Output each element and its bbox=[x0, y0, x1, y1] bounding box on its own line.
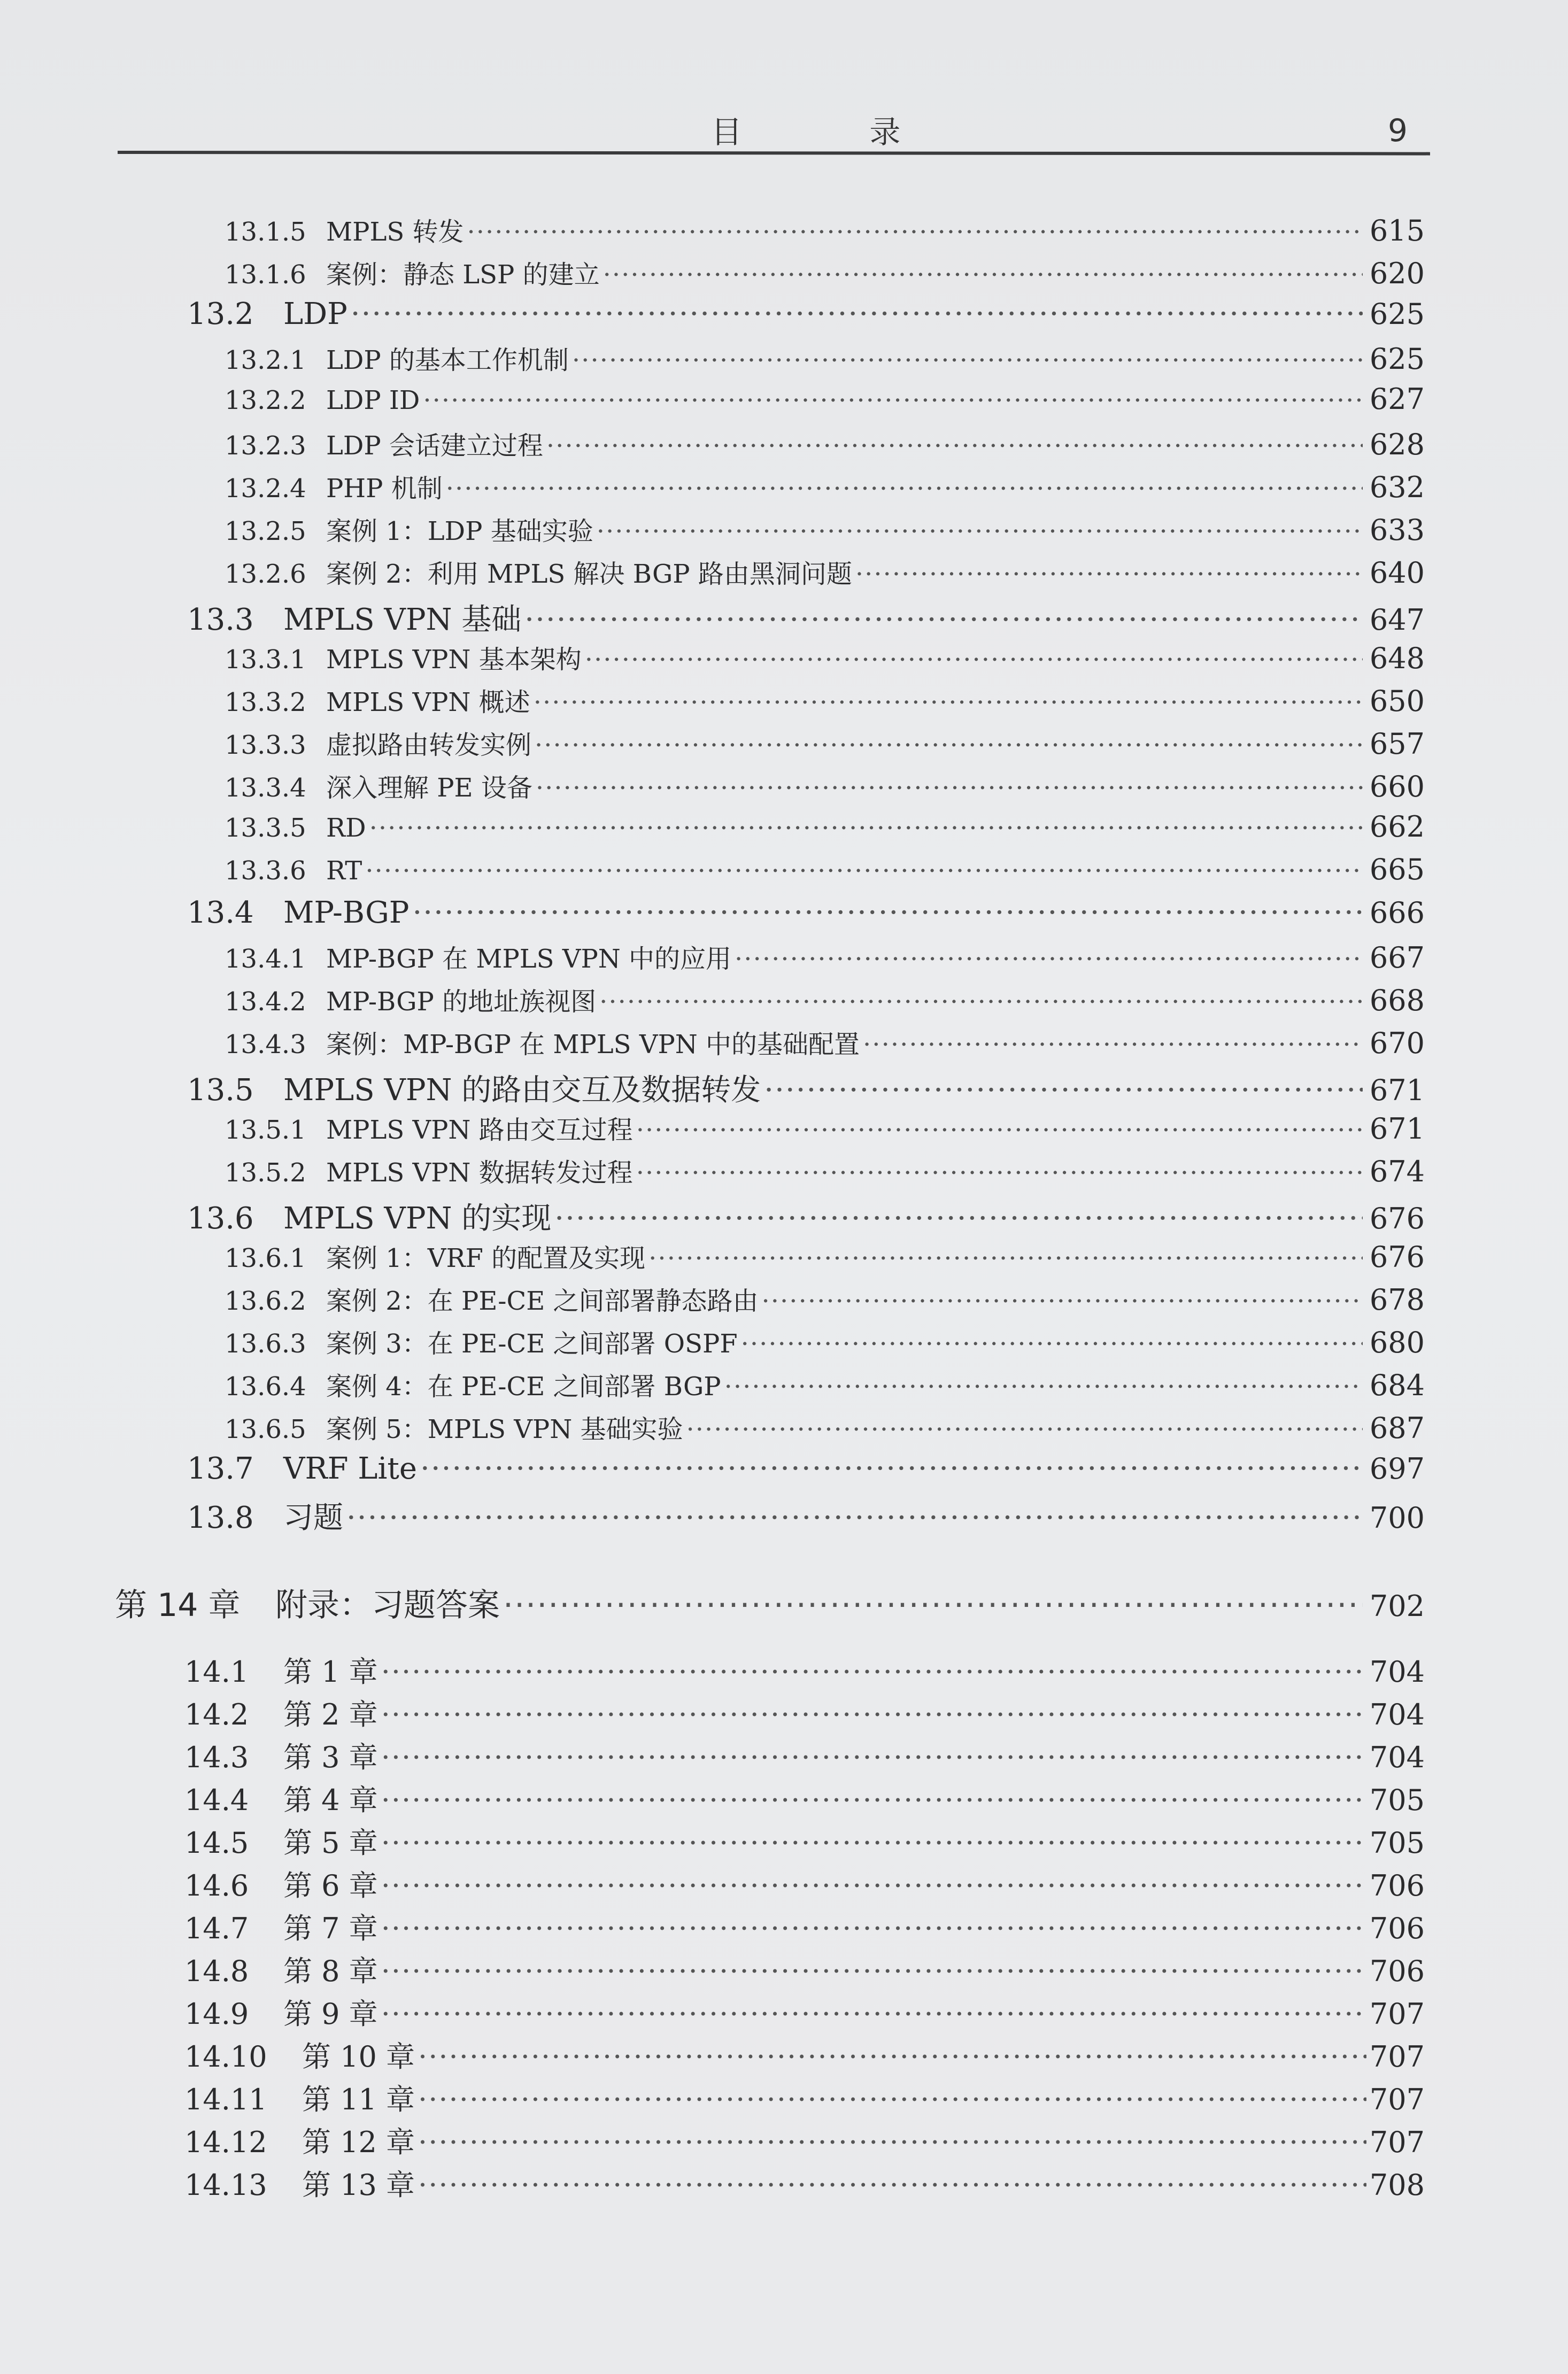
toc-entry bbox=[225, 810, 1425, 844]
toc-entry bbox=[187, 895, 1425, 930]
toc-entry-number: 13.7 bbox=[187, 1451, 254, 1486]
toc-entry-page: 615 bbox=[1369, 214, 1425, 248]
toc-entry bbox=[225, 639, 1425, 676]
toc-entry bbox=[184, 1735, 1425, 1776]
toc-entry bbox=[225, 767, 1425, 804]
toc-entry-title: 习题 bbox=[283, 1501, 343, 1535]
toc-entry-number: 13.8 bbox=[187, 1501, 254, 1535]
dot-leader bbox=[351, 297, 1363, 331]
toc-entry-title: MPLS VPN 路由交互过程 bbox=[326, 1115, 633, 1145]
toc-entry-page: 705 bbox=[1369, 1826, 1425, 1860]
toc-entry-title: 第 5 章 bbox=[283, 1826, 378, 1860]
toc-entry-title: 案例 1：VRF 的配置及实现 bbox=[326, 1243, 646, 1273]
toc-entry-title: MPLS VPN 基本架构 bbox=[326, 645, 582, 675]
dot-leader bbox=[554, 1201, 1363, 1236]
toc-entry bbox=[115, 1580, 1425, 1626]
toc-entry-title: MPLS 转发 bbox=[326, 217, 464, 247]
toc-entry-number: 13.2.2 bbox=[225, 385, 306, 415]
toc-entry-title: MPLS VPN 数据转发过程 bbox=[326, 1158, 633, 1188]
dot-leader bbox=[381, 1912, 1366, 1945]
toc-entry-title: LDP ID bbox=[326, 385, 420, 415]
toc-entry bbox=[187, 1494, 1425, 1537]
toc-entry-title: 第 10 章 bbox=[302, 2040, 415, 2074]
toc-entry-page: 706 bbox=[1369, 1954, 1425, 1988]
toc-entry-title: 第 1 章 bbox=[283, 1655, 378, 1689]
toc-entry-number: 14.12 bbox=[184, 2125, 267, 2159]
toc-entry bbox=[225, 1280, 1425, 1317]
toc-entry-page: 707 bbox=[1369, 1997, 1425, 2031]
toc-entry-page: 704 bbox=[1369, 1698, 1425, 1731]
toc-entry bbox=[225, 254, 1425, 291]
toc-entry bbox=[225, 682, 1425, 718]
toc-entry-page: 704 bbox=[1369, 1655, 1425, 1689]
toc-entry-number: 13.4.3 bbox=[225, 1030, 306, 1060]
toc-entry-number: 14.8 bbox=[184, 1954, 249, 1988]
toc-entry-number: 14.7 bbox=[184, 1912, 249, 1945]
toc-entry-page: 671 bbox=[1369, 1112, 1425, 1146]
dot-leader bbox=[724, 1372, 1363, 1402]
dot-leader bbox=[381, 1783, 1366, 1817]
toc-entry-number: 14.11 bbox=[184, 2083, 267, 2116]
toc-entry-page: 640 bbox=[1369, 556, 1425, 590]
dot-leader bbox=[412, 895, 1363, 930]
toc-entry bbox=[187, 596, 1425, 639]
toc-entry bbox=[225, 1323, 1425, 1360]
running-header-page-number: 9 bbox=[1388, 112, 1408, 149]
toc-entry-page: 633 bbox=[1369, 513, 1425, 547]
toc-entry bbox=[184, 1777, 1425, 1819]
dot-leader bbox=[418, 2168, 1366, 2202]
toc-entry bbox=[225, 211, 1425, 248]
toc-entry bbox=[225, 382, 1425, 416]
toc-entry-page: 707 bbox=[1369, 2125, 1425, 2159]
toc-entry-page: 665 bbox=[1369, 853, 1425, 886]
toc-entry-number: 14.6 bbox=[184, 1869, 249, 1903]
toc-entry-number: 14.1 bbox=[184, 1655, 249, 1689]
toc-entry-number: 13.6 bbox=[187, 1201, 254, 1236]
toc-entry-page: 708 bbox=[1369, 2168, 1425, 2202]
dot-leader bbox=[603, 260, 1363, 290]
toc-entry bbox=[184, 1906, 1425, 1947]
toc-entry-number: 13.3.5 bbox=[225, 813, 306, 843]
dot-leader bbox=[381, 1698, 1366, 1731]
toc-entry-page: 697 bbox=[1369, 1452, 1425, 1486]
toc-entry-number: 13.6.5 bbox=[225, 1414, 306, 1444]
toc-entry-number: 13.2.3 bbox=[225, 431, 306, 461]
toc-entry bbox=[225, 853, 1425, 886]
toc-entry-page: 620 bbox=[1369, 257, 1425, 290]
toc-entry-number: 13.3.2 bbox=[225, 687, 306, 717]
toc-entry-number: 13.5.1 bbox=[225, 1115, 306, 1145]
toc-entry-title: 第 8 章 bbox=[283, 1954, 378, 1988]
toc-entry-page: 668 bbox=[1369, 984, 1425, 1017]
toc-entry-title: 第 12 章 bbox=[302, 2125, 415, 2159]
toc-entry-title: MP-BGP 在 MPLS VPN 中的应用 bbox=[326, 944, 732, 974]
dot-leader bbox=[735, 944, 1363, 974]
dot-leader bbox=[381, 1997, 1366, 2031]
toc-entry-page: 662 bbox=[1369, 810, 1425, 844]
toc-entry-title: 案例 2：利用 MPLS 解决 BGP 路由黑洞问题 bbox=[326, 559, 852, 589]
dot-leader bbox=[418, 2083, 1366, 2116]
toc-entry-page: 670 bbox=[1369, 1026, 1425, 1060]
toc-entry-page: 667 bbox=[1369, 941, 1425, 975]
toc-entry bbox=[187, 297, 1425, 331]
toc-entry bbox=[184, 1692, 1425, 1733]
dot-leader bbox=[741, 1329, 1363, 1359]
dot-leader bbox=[381, 1655, 1366, 1689]
toc-entry-number: 13.1.5 bbox=[225, 217, 306, 247]
toc-entry bbox=[187, 1195, 1425, 1238]
dot-leader bbox=[381, 1954, 1366, 1988]
toc-entry-number: 13.3.3 bbox=[225, 730, 306, 760]
toc-entry-page: 687 bbox=[1369, 1411, 1425, 1445]
toc-entry-page: 648 bbox=[1369, 641, 1425, 675]
dot-leader bbox=[381, 1869, 1366, 1903]
toc-entry-title: MPLS VPN 基础 bbox=[283, 602, 522, 637]
toc-entry bbox=[184, 2034, 1425, 2075]
toc-entry-number: 13.2.6 bbox=[225, 559, 306, 589]
toc-entry-title: 案例：静态 LSP 的建立 bbox=[326, 260, 600, 290]
toc-entry-title: RD bbox=[326, 813, 366, 843]
toc-entry bbox=[225, 339, 1425, 376]
dot-leader bbox=[365, 856, 1363, 886]
toc-entry bbox=[225, 511, 1425, 547]
toc-entry-title: 案例 2：在 PE-CE 之间部署静态路由 bbox=[326, 1286, 759, 1316]
toc-entry-title: LDP bbox=[283, 297, 347, 331]
toc-entry-number: 13.5 bbox=[187, 1073, 254, 1108]
toc-entry-title: MPLS VPN 的路由交互及数据转发 bbox=[283, 1073, 761, 1108]
toc-entry-title: 虚拟路由转发实例 bbox=[326, 730, 532, 760]
header-rule bbox=[118, 151, 1430, 156]
toc-entry-title: MP-BGP bbox=[283, 895, 410, 930]
dot-leader bbox=[418, 2040, 1366, 2074]
toc-entry bbox=[187, 1451, 1425, 1486]
dot-leader bbox=[572, 345, 1363, 375]
toc-entry-title: 案例 5：MPLS VPN 基础实验 bbox=[326, 1414, 683, 1444]
toc-entry-page: 676 bbox=[1369, 1202, 1425, 1235]
toc-entry-number: 13.3.6 bbox=[225, 856, 306, 886]
toc-entry-title: 第 4 章 bbox=[283, 1783, 378, 1817]
dot-leader bbox=[535, 730, 1363, 760]
dot-leader bbox=[855, 559, 1363, 589]
dot-leader bbox=[599, 987, 1363, 1017]
toc-entry-number: 13.4.1 bbox=[225, 944, 306, 974]
toc-entry-page: 657 bbox=[1369, 727, 1425, 761]
toc-entry-page: 660 bbox=[1369, 770, 1425, 803]
running-header-title: 目 录 bbox=[711, 114, 960, 150]
toc-entry-page: 666 bbox=[1369, 896, 1425, 930]
toc-entry bbox=[184, 2077, 1425, 2118]
toc-entry-number: 13.3 bbox=[187, 602, 254, 637]
toc-entry bbox=[225, 1024, 1425, 1061]
dot-leader bbox=[418, 2125, 1366, 2159]
toc-entry-page: 632 bbox=[1369, 470, 1425, 504]
toc-entry-title: 第 6 章 bbox=[283, 1869, 378, 1903]
dot-leader bbox=[369, 813, 1363, 843]
dot-leader bbox=[524, 602, 1363, 637]
toc-entry-number: 13.3.1 bbox=[225, 645, 306, 675]
toc-entry-number: 14.9 bbox=[184, 1997, 249, 2031]
toc-entry-number: 13.4.2 bbox=[225, 987, 306, 1017]
toc-entry-title: LDP 会话建立过程 bbox=[326, 431, 543, 461]
toc-entry-page: 627 bbox=[1369, 382, 1425, 416]
toc-entry bbox=[225, 1109, 1425, 1146]
toc-entry-number: 13.6.1 bbox=[225, 1243, 306, 1273]
toc-entry-number: 14.5 bbox=[184, 1826, 249, 1860]
toc-entry-title: 第 2 章 bbox=[283, 1698, 378, 1731]
toc-entry bbox=[225, 1152, 1425, 1189]
dot-leader bbox=[585, 645, 1363, 675]
toc-entry-page: 707 bbox=[1369, 2040, 1425, 2074]
toc-entry-number: 13.2 bbox=[187, 297, 254, 331]
toc-entry-page: 647 bbox=[1369, 603, 1425, 637]
toc-entry-page: 674 bbox=[1369, 1155, 1425, 1188]
dot-leader bbox=[346, 1501, 1363, 1535]
dot-leader bbox=[762, 1286, 1363, 1316]
toc-entry-number: 14.2 bbox=[184, 1698, 249, 1731]
toc-entry-number: 13.2.1 bbox=[225, 345, 306, 375]
toc-entry-page: 702 bbox=[1369, 1589, 1425, 1623]
toc-entry bbox=[184, 1820, 1425, 1861]
toc-entry-title: LDP 的基本工作机制 bbox=[326, 345, 569, 375]
toc-entry-page: 625 bbox=[1369, 342, 1425, 376]
toc-entry bbox=[225, 1238, 1425, 1274]
toc-entry-number: 13.5.2 bbox=[225, 1158, 306, 1188]
toc-entry-title: 深入理解 PE 设备 bbox=[326, 773, 532, 803]
dot-leader bbox=[467, 217, 1363, 247]
toc-entry-title: 案例 4：在 PE-CE 之间部署 BGP bbox=[326, 1372, 721, 1402]
toc-entry bbox=[184, 2120, 1425, 2161]
toc-entry-number: 14.3 bbox=[184, 1741, 249, 1774]
toc-entry-title: 案例 1：LDP 基础实验 bbox=[326, 516, 593, 546]
dot-leader bbox=[534, 687, 1363, 717]
toc-entry-number: 13.3.4 bbox=[225, 773, 306, 803]
dot-leader bbox=[686, 1414, 1363, 1444]
toc-entry-title: 案例 3：在 PE-CE 之间部署 OSPF bbox=[326, 1329, 738, 1359]
dot-leader bbox=[420, 1451, 1363, 1486]
dot-leader bbox=[636, 1115, 1363, 1145]
toc-entry bbox=[225, 468, 1425, 505]
toc-entry-title: 第 11 章 bbox=[302, 2083, 415, 2116]
toc-entry-page: 671 bbox=[1369, 1073, 1425, 1107]
toc-entry bbox=[225, 938, 1425, 975]
toc-entry bbox=[225, 1409, 1425, 1445]
toc-entry-number: 13.6.3 bbox=[225, 1329, 306, 1359]
toc-entry-title: 附录：习题答案 bbox=[275, 1587, 500, 1624]
dot-leader bbox=[503, 1587, 1363, 1624]
dot-leader bbox=[764, 1073, 1363, 1108]
toc-entry-title: 案例：MP-BGP 在 MPLS VPN 中的基础配置 bbox=[326, 1030, 860, 1060]
toc-entry bbox=[184, 1649, 1425, 1690]
toc-entry-page: 676 bbox=[1369, 1240, 1425, 1274]
dot-leader bbox=[636, 1158, 1363, 1188]
toc-entry bbox=[187, 1066, 1425, 1109]
toc-entry-page: 625 bbox=[1369, 297, 1425, 331]
toc-entry-title: MPLS VPN 概述 bbox=[326, 687, 530, 717]
toc-entry-number: 14.10 bbox=[184, 2040, 267, 2074]
toc-entry bbox=[225, 981, 1425, 1018]
toc-entry bbox=[184, 1948, 1425, 1990]
toc-entry-page: 705 bbox=[1369, 1783, 1425, 1817]
toc-entry bbox=[225, 553, 1425, 590]
toc-entry bbox=[225, 425, 1425, 462]
toc-entry-title: 第 3 章 bbox=[283, 1741, 378, 1774]
toc-entry bbox=[184, 2162, 1425, 2203]
dot-leader bbox=[381, 1741, 1366, 1774]
toc-entry bbox=[184, 1863, 1425, 1904]
toc-entry-number: 13.1.6 bbox=[225, 260, 306, 290]
toc-entry-page: 707 bbox=[1369, 2083, 1425, 2116]
toc-entry-number: 14.13 bbox=[184, 2168, 267, 2202]
dot-leader bbox=[648, 1243, 1363, 1273]
toc-entry-title: VRF Lite bbox=[283, 1451, 418, 1486]
dot-leader bbox=[546, 431, 1363, 461]
toc-entry bbox=[184, 1991, 1425, 2032]
toc-entry-page: 706 bbox=[1369, 1869, 1425, 1903]
toc-entry-page: 628 bbox=[1369, 428, 1425, 461]
toc-entry-page: 650 bbox=[1369, 684, 1425, 718]
toc-entry-page: 678 bbox=[1369, 1283, 1425, 1317]
dot-leader bbox=[863, 1030, 1363, 1060]
toc-entry-page: 706 bbox=[1369, 1912, 1425, 1945]
toc-entry-number: 13.6.4 bbox=[225, 1372, 306, 1402]
toc-entry-number: 13.6.2 bbox=[225, 1286, 306, 1316]
dot-leader bbox=[381, 1826, 1366, 1860]
dot-leader bbox=[423, 385, 1363, 415]
toc-entry-title: 第 13 章 bbox=[302, 2168, 415, 2202]
toc-entry bbox=[225, 724, 1425, 761]
toc-entry-page: 680 bbox=[1369, 1326, 1425, 1359]
toc-entry-number: 第 14 章 bbox=[115, 1587, 241, 1624]
toc-entry-title: PHP 机制 bbox=[326, 474, 443, 504]
toc-entry-page: 684 bbox=[1369, 1368, 1425, 1402]
toc-entry-title: MPLS VPN 的实现 bbox=[283, 1201, 552, 1236]
toc-entry-number: 14.4 bbox=[184, 1783, 249, 1817]
dot-leader bbox=[446, 474, 1363, 504]
toc-entry-page: 700 bbox=[1369, 1501, 1425, 1535]
toc-entry-title: 第 7 章 bbox=[283, 1912, 378, 1945]
dot-leader bbox=[536, 773, 1363, 803]
toc-entry-title: RT bbox=[326, 856, 362, 886]
toc-entry-number: 13.2.5 bbox=[225, 516, 306, 546]
toc-entry-number: 13.2.4 bbox=[225, 474, 306, 504]
dot-leader bbox=[597, 516, 1363, 546]
toc-entry-number: 13.4 bbox=[187, 895, 254, 930]
toc-entry-title: MP-BGP 的地址族视图 bbox=[326, 987, 597, 1017]
toc-entry-title: 第 9 章 bbox=[283, 1997, 378, 2031]
toc-entry bbox=[225, 1366, 1425, 1403]
toc-entry-page: 704 bbox=[1369, 1741, 1425, 1774]
